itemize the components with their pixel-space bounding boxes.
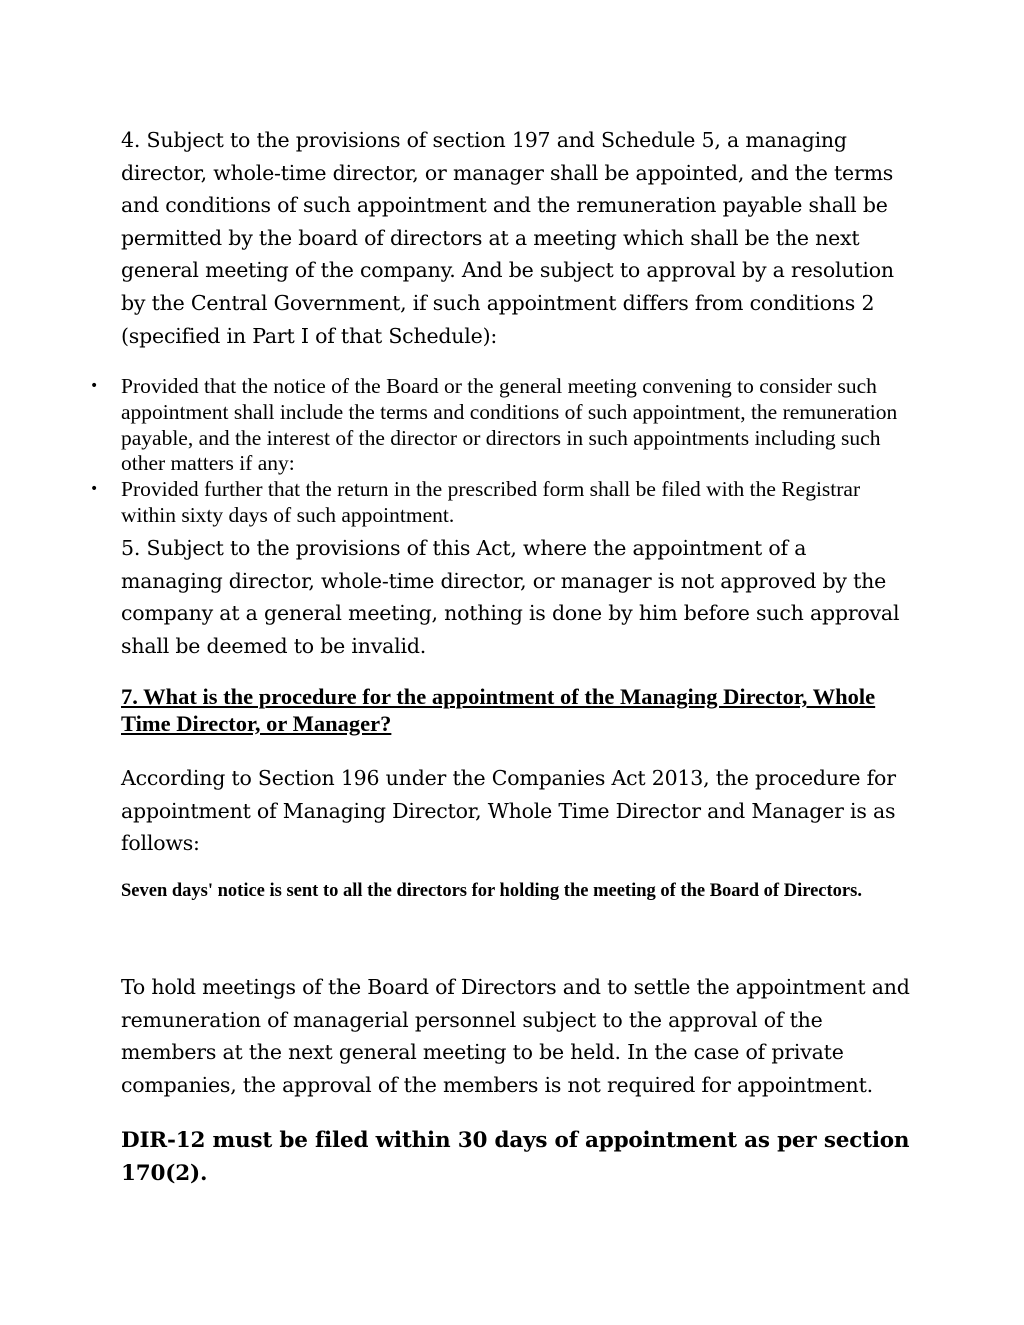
- section-heading: 7. What is the procedure for the appointment of the Managing Director, Whole Time Director, or Manager?: [121, 684, 876, 736]
- paragraph-section-196: According to Section 196 under the Companies Act 2013, the procedure for appointment of Managing Director, Whole Time Director and Manager is as follows:: [121, 766, 896, 856]
- proviso-list: [90, 374, 911, 529]
- list-item: [90, 477, 911, 529]
- paragraph-5: 5. Subject to the provisions of this Act, where the appointment of a managing director, whole-time director, or manager is not approved by the company at a general meeting, nothing is done by him before such approval shall be deemed to be invalid.: [121, 536, 900, 658]
- notice-paragraph: Seven days' notice is sent to all the directors for holding the meeting of the Board of Directors.: [121, 881, 862, 901]
- paragraph-4: 4. Subject to the provisions of section 197 and Schedule 5, a managing director, whole-time director, or manager shall be appointed, and the terms and conditions of such appointment and the remuneration payable shall be permitted by the board of directors at a meeting which shall be the next general meeting of the company. And be subject to approval by a resolution by the Central Government, if such appointment differs from conditions 2 (specified in Part I of that Schedule):: [121, 128, 894, 348]
- bullet-icon: •: [90, 378, 99, 394]
- paragraph-hold-meetings: To hold meetings of the Board of Directors and to settle the appointment and remuneration of managerial personnel subject to the approval of the members at the next general meeting to be held. In the case of private companies, the approval of the members is not required for appointment.: [121, 975, 910, 1097]
- list-item-text: Provided that the notice of the Board or the general meeting convening to consider such appointment shall include the terms and conditions of such appointment, the remuneration payable, and the interest of the director or directors in such appointments including such other matters if any:: [121, 374, 898, 476]
- list-item-text: Provided further that the return in the prescribed form shall be filed with the Registrar within sixty days of such appointment.: [121, 477, 861, 527]
- dir12-note: DIR-12 must be filed within 30 days of appointment as per section 170(2).: [121, 1128, 910, 1186]
- list-item: [90, 374, 911, 477]
- bullet-icon: •: [90, 481, 99, 498]
